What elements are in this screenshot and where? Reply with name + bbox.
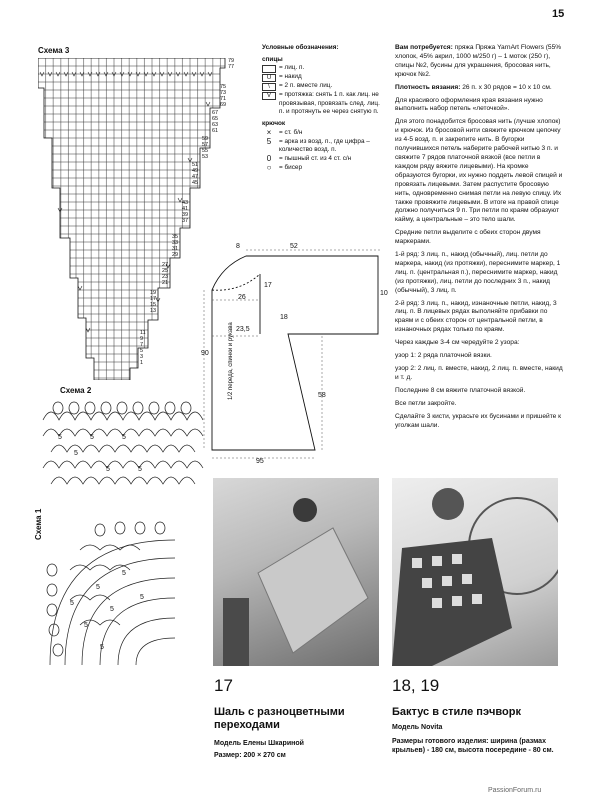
legend-text: = 2 п. вместе лиц. (279, 82, 333, 90)
shawl-photo (213, 478, 379, 666)
dim-top: 52 (290, 243, 298, 250)
legend-item (262, 64, 384, 73)
schema1-title: Схема 1 (34, 508, 43, 540)
dim-17: 17 (264, 282, 272, 289)
arch-symbol: 5 (266, 136, 272, 146)
row-num: 45 (192, 180, 199, 186)
schema1-label: 5 (96, 584, 100, 591)
item17-title: Шаль с разноцветными переходами (214, 706, 345, 731)
instr-p6: Через каждые 3-4 см чередуйте 2 узора: (395, 339, 520, 347)
schema2-title: Схема 2 (60, 386, 92, 395)
row-num: 25 (162, 268, 169, 274)
row-num: 67 (212, 110, 219, 116)
row-num: 65 (212, 116, 219, 122)
legend-item (262, 73, 384, 82)
instr-p3: Средние петли выделите с обеих сторон двумя маркерами. (395, 229, 541, 246)
row-num: 17 (150, 296, 157, 302)
puff-stitch-symbol: 0 (266, 153, 272, 163)
row-num: 59 (202, 136, 209, 142)
legend-item (262, 138, 384, 155)
schema3-rownums (228, 58, 234, 70)
row-num: 79 (228, 58, 235, 64)
instr-p5: 2-й ряд: 3 лиц. п., накид, изнаночные петли, накид, 3 лиц. п. В лицевых рядах выполняйте прибавки по краям и с обеих сторон от центральной петли, в изнаночных рядах только по краям. (395, 299, 557, 334)
schema1-label: 5 (100, 644, 104, 651)
legend-text: = лиц. п. (279, 64, 305, 72)
page-number: 15 (552, 8, 565, 20)
schema3-rownums-7 (172, 234, 178, 258)
instr-p7: узор 1: 2 ряда платочной вязки. (395, 352, 492, 360)
schema3-rownums-6 (182, 200, 188, 224)
dim-vertical-label: 1/2 переда, спинки и рукава (228, 322, 234, 400)
row-num: 21 (162, 280, 169, 286)
shawl-photo-illustration (213, 478, 379, 666)
instr-p1: Для красивого оформления края вязания нужно выполнить набор петель «леточкой». (395, 96, 543, 113)
legend (262, 44, 384, 173)
dim-26: 26 (238, 294, 246, 301)
instr-p2: Для этого понадобится бросовая нить (лучше хлопок) и крючок. Из бросовой нити свяжите крючком цепочку из 4-5 возд. п. и закрепите нить. В бугорки получившихся петель наберите рабочей нитью 3 п. и свяжите 7 рядов платочной вязкой (все петли в каждом ряду вяжите лицевыми). На кромке образуются бугорки, их нужно поддеть левой спицей и провязать лицевыми. Затем распустите бросовую нить, одновременно снимая петли на левую спицу. Их также провяжите лицевыми. В итоге на правой спице должно получиться 9 п. Три петли по краям образуют кайму, а центральные – это тело шали. (395, 118, 563, 224)
row-num: 7 (140, 342, 144, 348)
dim-95: 95 (256, 458, 264, 465)
item1819-model: Модель Novita (392, 724, 443, 731)
legend-item (262, 129, 384, 138)
legend-text: = арка из возд. п., где цифра – количество возд. п. (279, 137, 370, 154)
row-num: 11 (140, 330, 146, 336)
row-num: 31 (172, 246, 179, 252)
schema3-rownums-8 (162, 262, 168, 286)
site-watermark: PassionForum.ru (488, 787, 542, 794)
bead-symbol: ○ (266, 162, 272, 172)
schema2-label: 5 (122, 434, 126, 441)
item1819-title: Бактус в стиле пэчворк (392, 706, 521, 718)
item17-model: Модель Елены Шкариной (214, 740, 304, 747)
row-num: 9 (140, 336, 144, 342)
row-num: 35 (172, 234, 179, 240)
row-num: 49 (192, 168, 199, 174)
row-num: 23 (162, 274, 169, 280)
row-num: 73 (220, 90, 227, 96)
instr-p4: 1-й ряд: 3 лиц. п., накид (обычный), лиц. петли до маркера, накид (из протяжки), переснимите маркер, 1 лиц. п. (центральная п.), переснимите маркер, накид (из протяжки), лиц. петли до последних 3 п., накид (обычный), 3 лиц. п. (395, 251, 561, 294)
instr-p8: узор 2: 2 лиц. п. вместе, накид, 2 лиц. п. вместе, накид и т. д. (395, 365, 563, 381)
dim-90: 90 (201, 350, 209, 357)
schema2-label: 5 (138, 466, 142, 473)
row-num: 19 (150, 290, 157, 296)
schema1-label: 5 (122, 570, 126, 577)
row-num: 57 (202, 142, 209, 148)
legend-text: = пышный ст. из 4 ст. с/н (279, 154, 352, 162)
item1819-number: 18, 19 (392, 676, 440, 695)
bactus-photo (392, 478, 558, 666)
row-num: 53 (202, 154, 209, 160)
instr-p10: Все петли закройте. (395, 399, 457, 407)
density-text: 26 п. х 30 рядов = 10 х 10 см. (462, 83, 552, 91)
need-label: Вам потребуется: (395, 44, 453, 51)
dim-18: 18 (280, 314, 288, 321)
row-num: 51 (192, 162, 199, 168)
schema3-rownums-9 (150, 290, 156, 314)
schema2-chart (38, 398, 213, 490)
sc-symbol: × (266, 127, 272, 137)
item17-number: 17 (214, 676, 233, 695)
dim-235: 23,5 (236, 326, 250, 333)
legend-item (262, 164, 384, 173)
row-num: 3 (140, 354, 144, 360)
schema2-label: 5 (106, 466, 110, 473)
schema3-rownums-5 (192, 162, 198, 186)
bactus-photo-illustration (392, 478, 558, 666)
row-num: 71 (220, 96, 227, 102)
schema2-label: 5 (90, 434, 94, 441)
dim-shoulder: 8 (236, 243, 240, 250)
row-num: 33 (172, 240, 179, 246)
slip-symbol: V (262, 92, 276, 100)
schema2-label: 5 (74, 450, 78, 457)
row-num: 41 (182, 206, 189, 212)
legend-item (262, 82, 384, 91)
legend-text: = накид (279, 73, 302, 81)
row-num: 29 (172, 252, 179, 258)
row-num: 75 (220, 84, 227, 90)
yarn-over-symbol: U (262, 74, 276, 82)
legend-text: = ст. б/н (279, 128, 303, 136)
schema1-label: 5 (70, 600, 74, 607)
row-num: 77 (228, 64, 235, 70)
instr-p11: Сделайте 3 кисти, украсьте их бусинами и пришейте к уголкам шали. (395, 412, 562, 429)
legend-title: Условные обозначения: (262, 44, 339, 51)
dim-58: 58 (318, 392, 326, 399)
legend-knit-header: спицы (262, 55, 283, 63)
schema1-label: 5 (140, 594, 144, 601)
row-num: 13 (150, 308, 157, 314)
schema2-label: 5 (58, 434, 62, 441)
row-num: 61 (212, 128, 219, 134)
schema1-chart (40, 500, 205, 670)
k2tog-symbol: \ (262, 83, 276, 91)
row-num: 55 (202, 148, 209, 154)
schema3-rownums-4 (202, 136, 208, 160)
row-num: 5 (140, 348, 144, 354)
need-text: пряжа Пряжа YarnArt Flowers (55% хлопок, 45% акрил, 1000 м/250 г) – 1 моток (250 г), спицы №2, бусины для украшения, бросовая нить, крючок №2. (395, 44, 562, 78)
row-num: 1 (140, 360, 144, 366)
legend-crochet-header: крючок (262, 119, 286, 127)
row-num: 43 (182, 200, 189, 206)
schema1-label: 5 (84, 622, 88, 629)
legend-item (262, 155, 384, 164)
row-num: 63 (212, 122, 219, 128)
schema3-rownums-3 (212, 110, 218, 134)
legend-text: = бисер (279, 163, 303, 171)
legend-item (262, 91, 384, 117)
row-num: 69 (220, 102, 227, 108)
density-label: Плотность вязания: (395, 83, 461, 91)
row-num: 15 (150, 302, 157, 308)
instructions (395, 44, 563, 434)
row-num: 39 (182, 212, 189, 218)
schema3-rownums-10 (140, 330, 146, 366)
legend-text: = протяжка: снять 1 п. как лиц. не провязывая, провязать след. лиц. п. и протянуть ее через снятую п. (279, 91, 380, 116)
item17-size: Размер: 200 × 270 см (214, 752, 286, 759)
dim-side: 10 (380, 290, 388, 297)
knit-symbol (262, 65, 276, 73)
item1819-size: Размеры готового изделия: ширина (размах крыльев) - 180 см, высота посередине - 80 см. (392, 738, 554, 754)
instr-p9: Последние 8 см вяжите платочной вязкой. (395, 386, 526, 394)
schema3-rownums-2 (220, 84, 226, 108)
row-num: 37 (182, 218, 189, 224)
schema1-label: 5 (110, 606, 114, 613)
schema3-title: Схема 3 (38, 46, 70, 55)
row-num: 47 (192, 174, 199, 180)
row-num: 27 (162, 262, 169, 268)
